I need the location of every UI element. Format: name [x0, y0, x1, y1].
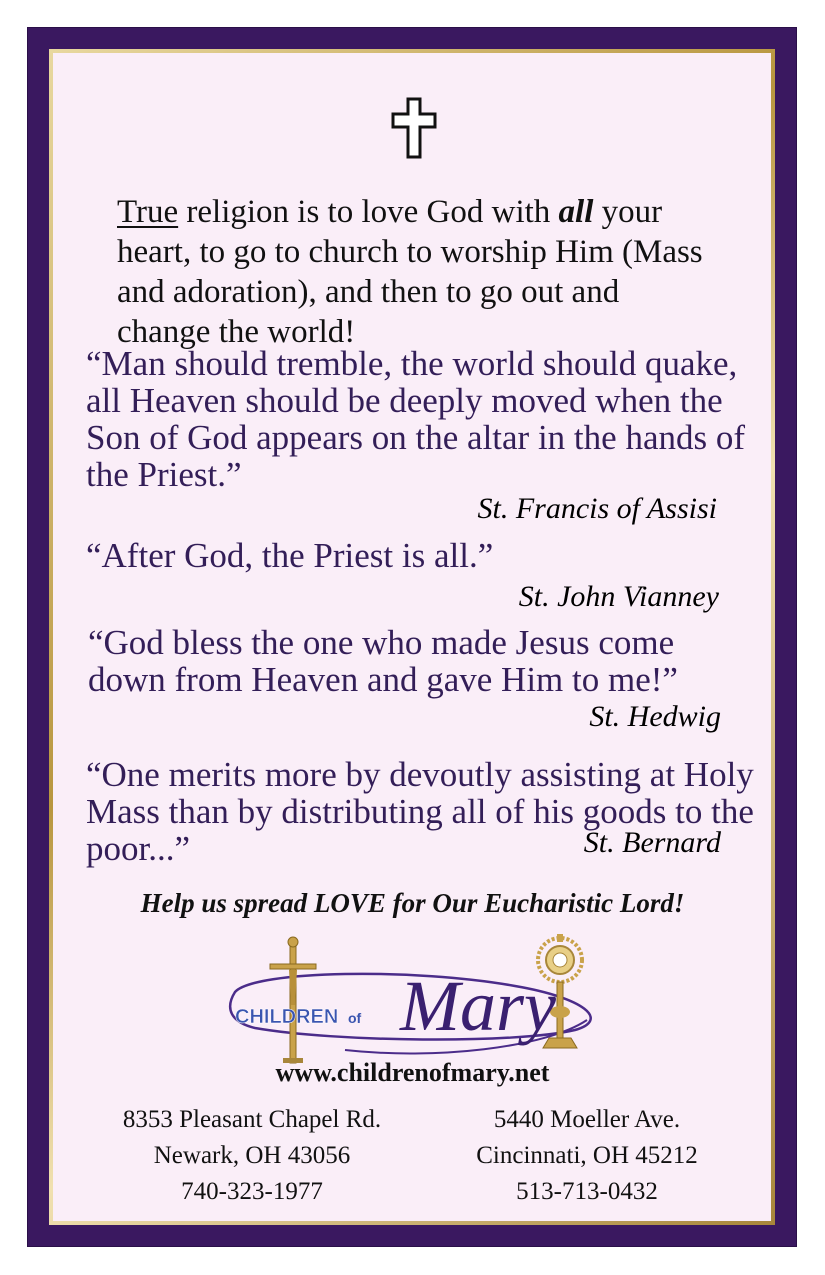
address-newark — [78, 1102, 426, 1210]
address-phone: 740-323-1977 — [181, 1178, 323, 1205]
tagline: Help us spread LOVE for Our Eucharistic Lord! — [140, 888, 685, 918]
attribution-hedwig: St. Hedwig — [589, 700, 721, 733]
attribution-francis: St. Francis of Assisi — [477, 492, 717, 525]
attribution-vianney: St. John Vianney — [518, 580, 719, 613]
address-street: 5440 Moeller Ave. — [493, 1106, 681, 1133]
address-cincinnati — [424, 1102, 750, 1210]
emphasis-word: all — [558, 194, 594, 230]
quote-francis: “Man should tremble, the world should quake, all Heaven should be deeply moved when the Son of God appears on the altar in the hands of the Priest.” — [86, 344, 746, 494]
cross-icon — [389, 96, 439, 160]
logo-of-text: of — [348, 1010, 362, 1026]
intro-text-1: religion is to love God with — [178, 194, 559, 230]
logo-mary-text: Mary — [400, 966, 556, 1046]
address-street: 8353 Pleasant Chapel Rd. — [122, 1106, 382, 1133]
logo-children-text: CHILDREN — [235, 1006, 339, 1028]
address-city: Newark, OH 43056 — [153, 1142, 351, 1169]
attribution-bernard: St. Bernard — [583, 826, 721, 859]
intro-paragraph — [117, 192, 717, 352]
address-phone: 513-713-0432 — [516, 1178, 658, 1205]
address-city: Cincinnati, OH 45212 — [476, 1142, 698, 1169]
underlined-word: True — [117, 194, 179, 230]
quote-vianney: “After God, the Priest is all.” — [86, 536, 494, 575]
children-of-mary-logo — [215, 930, 615, 1065]
quote-hedwig: “God bless the one who made Jesus come down from Heaven and gave Him to me!” — [88, 623, 678, 699]
quote-bernard: “One merits more by devoutly assisting at Holy Mass than by distributing all of his goods to the poor...” — [86, 755, 754, 868]
website-link[interactable]: www.childrenofmary.net — [275, 1058, 550, 1087]
intro-text-2: your heart, to go to church to worship Him (Mass and adoration), and then to go out and change the world! — [117, 194, 703, 350]
crucifix-icon — [270, 937, 316, 1063]
